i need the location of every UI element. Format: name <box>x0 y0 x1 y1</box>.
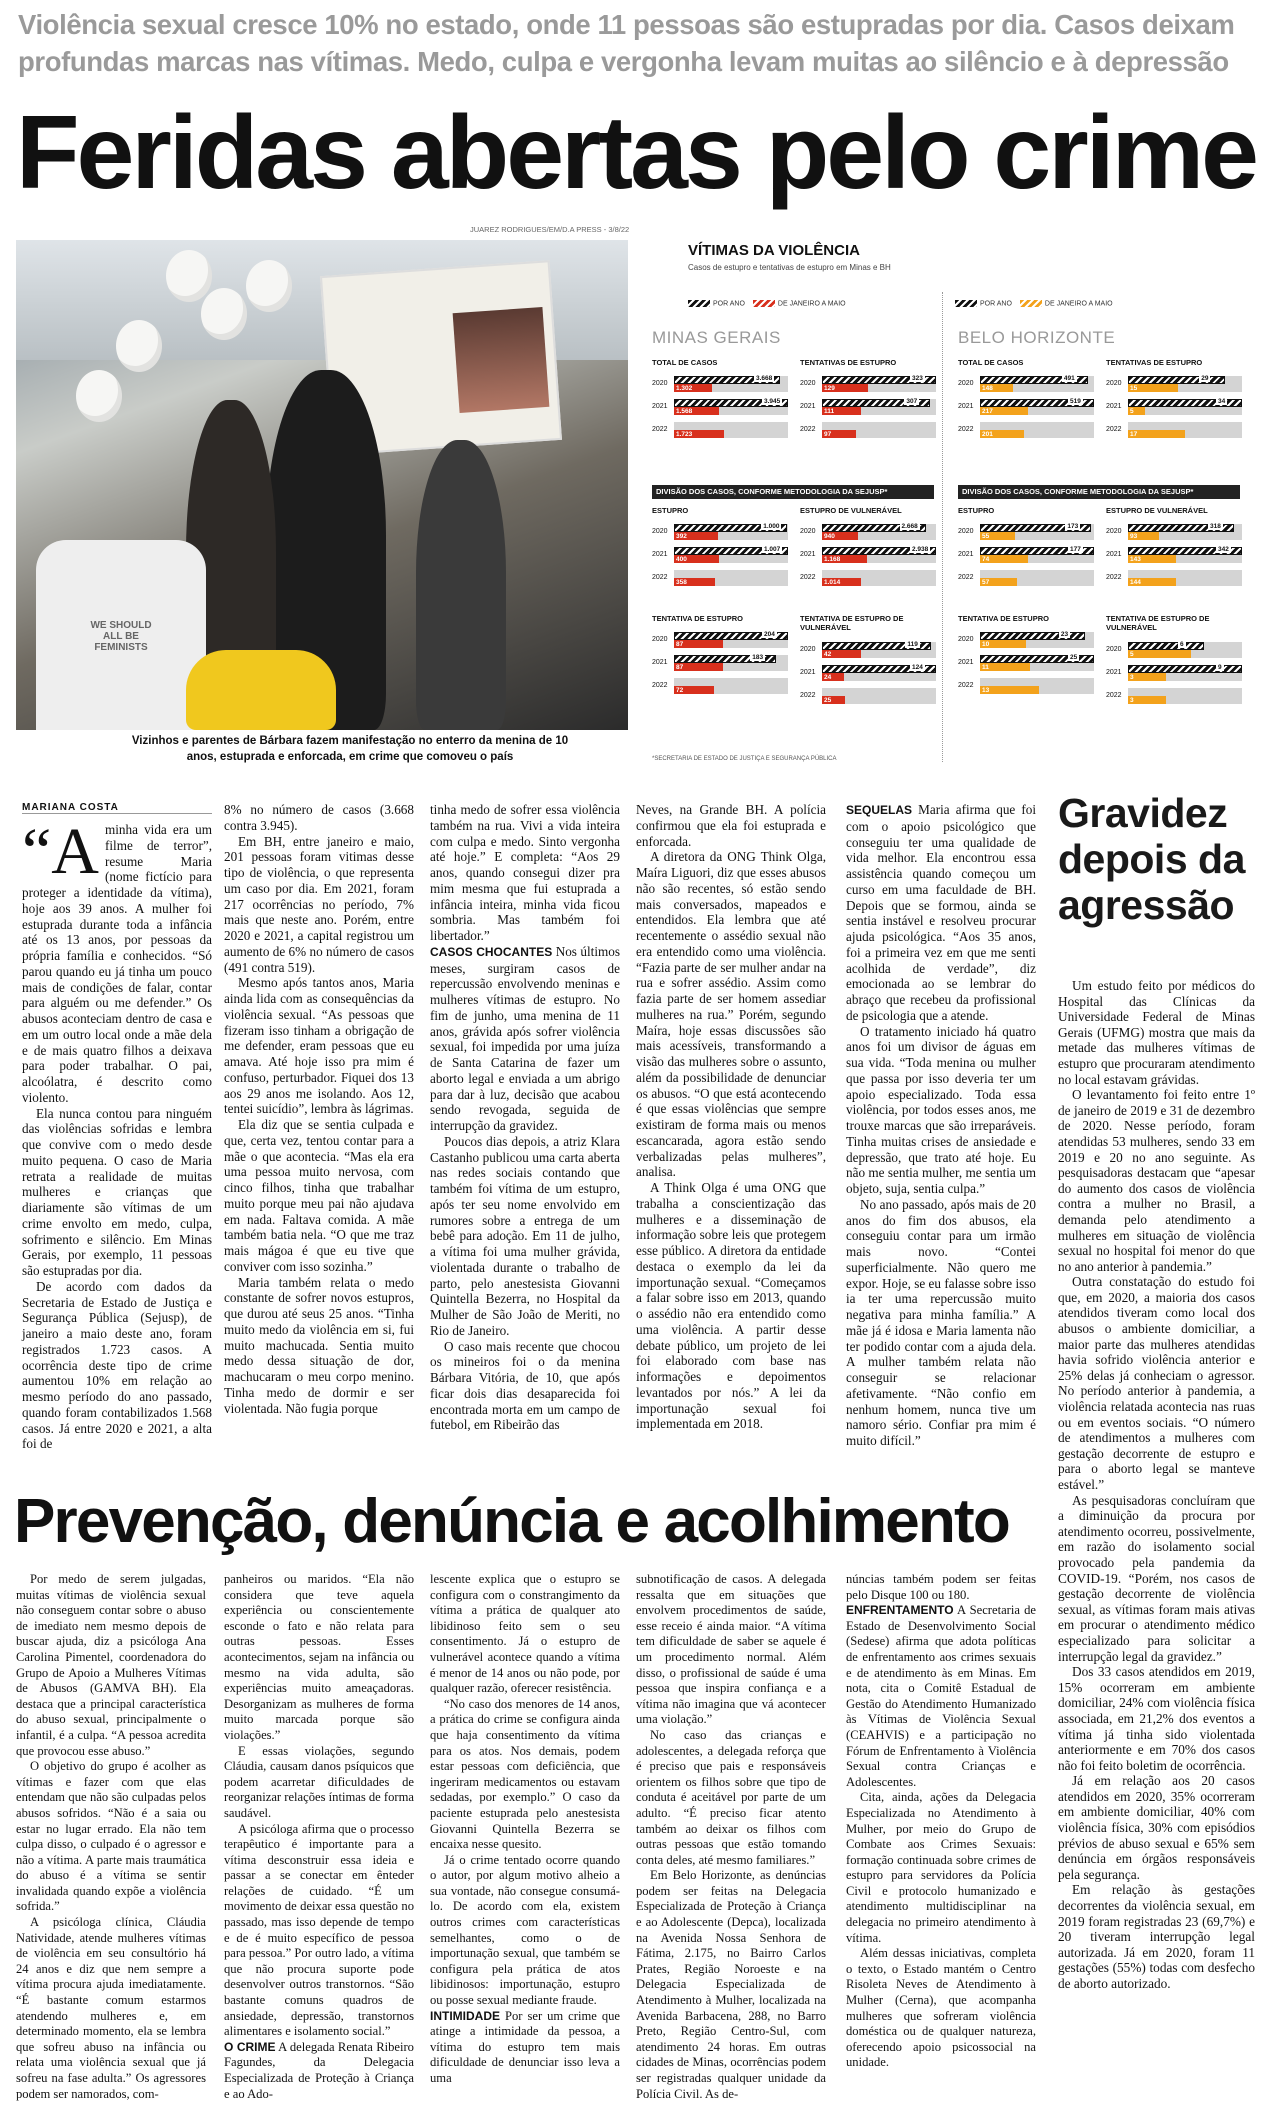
region-label-bh: BELO HORIZONTE <box>958 328 1116 347</box>
bar-row <box>958 376 1096 392</box>
year-label: 2020 <box>652 528 668 535</box>
paragraph: Em BH, entre janeiro e maio, 201 pessoas foram vitimas desse tipo de violência, o que representa um caso por dia. Em 2021, foram 217 ocorrências no período, 7% mais que neste ano. Porém, entre 2020 e 2021, a capital registrou um aumento de 6% no número de casos (491 contra 519). <box>224 833 414 975</box>
bar-partial <box>1128 650 1191 658</box>
yellow-bag <box>186 650 336 730</box>
paragraph: A Think Olga é uma ONG que trabalha a conscientização das mulheres e a disseminação de informação sobre leis que protegem esse público. A diretora da entidade destaca o exemplo da lei da importunação sexual. “Começamos a falar sobre isso em 2013, quando o assédio não era entendido como uma violência. A partir desse debate público, um projeto de lei foi elaborado com base nas informações e depoimentos levantados por nós.” A lei da importunação sexual foi implementada em 2018. <box>636 1180 826 1432</box>
band-label-bh: DIVISÃO DOS CASOS, CONFORME METODOLOGIA DA SEJUSP* <box>958 485 1240 499</box>
value-label-total: 342 <box>1218 546 1229 553</box>
shirt-text: WE SHOULD ALL BE FEMINISTS <box>90 620 152 653</box>
photo-credit: JUAREZ RODRIGUES/EM/D.A PRESS - 3/8/22 <box>470 225 630 234</box>
year-label: 2020 <box>652 636 668 643</box>
value-label-partial: 87 <box>676 664 684 671</box>
bar-row <box>1106 399 1244 415</box>
infographic-subtitle: Casos de estupro e tentativas de estupro em Minas e BH <box>688 263 891 272</box>
second-headline: Prevenção, denúncia e acolhimento <box>14 1487 1009 1556</box>
sidebar-body <box>1058 978 1255 1992</box>
legend-item <box>1020 300 1113 307</box>
paragraph: Já em relação aos 20 casos atendidos em 2020, 35% ocorreram em ambiente domiciliar, 40% com violência física, 30% com episódios prévios de abuso sexual e 65% sem denúncia em órgãos responsáveis pela segurança. <box>1058 1773 1255 1882</box>
paragraph: “No caso dos menores de 14 anos, a prática do crime se configura ainda que haja consentimento da vítima para os atos. Nos demais, podem estar pessoas com deficiência, que ingeriram medicamentos ou estavam sedadas, por exemplo.” O caso da paciente estuprada pelo anestesista Giovanni Quintella Bezerra se encaixa nesse quesito. <box>430 1696 620 1852</box>
chart-group-title: ESTUPRO DE VULNERÁVEL <box>1106 506 1208 515</box>
bar-row <box>652 422 790 438</box>
sidebar-title: Gravidez depois da agressão <box>1058 790 1245 928</box>
victim-portrait <box>453 307 550 413</box>
paragraph <box>224 2040 414 2102</box>
year-label: 2022 <box>1106 574 1122 581</box>
main-headline: Feridas abertas pelo crime <box>16 95 1256 211</box>
year-label: 2020 <box>800 646 816 653</box>
value-label-partial: 940 <box>824 533 835 540</box>
chart-group-title: ESTUPRO DE VULNERÁVEL <box>800 506 902 515</box>
paragraph: núncias também podem ser feitas pelo Disque 100 ou 180. <box>846 1572 1036 1602</box>
bar-row <box>958 570 1096 586</box>
year-label: 2022 <box>958 426 974 433</box>
value-label-total: 204 <box>764 631 775 638</box>
year-label: 2021 <box>652 551 668 558</box>
year-label: 2021 <box>652 403 668 410</box>
chart-group-title: TOTAL DE CASOS <box>652 358 718 367</box>
paragraph: A psicóloga clínica, Cláudia Natividade, atende mulheres vítimas de violência em seu consultório há 24 anos e diz que nem sempre a vítima procura ajuda imediatamente. “É bastante comum estarmos atendendo mulheres e, em determinado momento, ela se lembra que sofreu abuso na infância ou relata uma violência sexual que já sofreu na fase adulta.” Os agressores podem ser namorados, com- <box>16 1915 206 2101</box>
year-label: 2021 <box>958 551 974 558</box>
value-label-partial: 24 <box>824 674 832 681</box>
paragraph: O levantamento foi feito entre 1º de janeiro de 2019 e 31 de dezembro de 2020. Nesse período, foram atendidas 53 mulheres, sendo 33 em 2019 e 20 no ano seguinte. As pesquisadoras destacam que “apesar do aumento dos casos de violência contra a mulher no Brasil, a demanda pelo atendimento a mulheres em situação de violência sexual no hospital foi menor do que no ano anterior à pandemia.” <box>1058 1087 1255 1274</box>
value-label-partial: 25 <box>824 697 832 704</box>
legend-label: POR ANO <box>980 300 1012 308</box>
paragraph-text: Maria afirma que foi com o apoio psicológico que conseguiu ter uma qualidade de vida melhor. Ela encontrou essa assistência quando começou um curso em uma faculdade de BH. Depois que se formou, ainda se sentia instável e resolveu procurar ajuda psicológica. “Aos 35 anos, foi a primeira vez em que me senti acolhida de verdade”, diz emocionada ao se lembrar do abraço que recebeu da profissional de psicologia que a atende. <box>846 802 1037 1023</box>
bar-row <box>652 570 790 586</box>
legend-item <box>688 300 745 307</box>
value-label-total: 173 <box>1067 523 1079 530</box>
year-label: 2022 <box>958 682 974 689</box>
value-label-partial: 93 <box>1130 533 1138 540</box>
value-label-partial: 72 <box>676 687 684 694</box>
bar-row <box>652 632 790 648</box>
value-label-total: 25 <box>1070 654 1078 661</box>
swatch-partial <box>753 300 775 307</box>
value-label-total: 124 <box>912 664 923 671</box>
paragraph: Ela diz que se sentia culpada e que, certa vez, tentou contar para a mãe o que acontecia. “Mas ela era uma pessoa muito nervosa, com cinco filhos, tinha que trabalhar muito porque meu pai não ajudava em nada. Faltava comida. A mãe também batia nela. “O que me traz mais mágoa é que eu tive que conviver com isso sozinha.” <box>224 1117 414 1274</box>
year-label: 2020 <box>800 528 816 535</box>
swatch-partial <box>1020 300 1042 307</box>
value-label-total: 3.945 <box>764 398 781 405</box>
value-label-total: 307 <box>906 398 918 405</box>
year-label: 2020 <box>652 380 668 387</box>
year-label: 2021 <box>800 669 816 676</box>
bar-row <box>1106 547 1244 563</box>
year-label: 2022 <box>1106 692 1122 699</box>
year-label: 2020 <box>1106 528 1122 535</box>
year-label: 2022 <box>652 426 668 433</box>
article1-col1 <box>22 815 212 1452</box>
paragraph: Em relação às gestações decorrentes da violência sexual, em 2019 foram registradas 23 (69,7%) e 20 tiveram interrupção legal autorizada. Já em 2020, foram 11 gestações (55%) todas com desfecho de aborto autorizado. <box>1058 1882 1255 1991</box>
year-label: 2022 <box>800 574 816 581</box>
balloon-icon <box>166 250 212 302</box>
byline: MARIANA COSTA <box>22 802 212 814</box>
bar-total <box>1128 642 1204 650</box>
year-label: 2021 <box>1106 669 1122 676</box>
protester-shirt <box>36 540 206 730</box>
subhead: O CRIME <box>224 2039 276 2054</box>
infographic <box>640 238 1250 768</box>
bar-row <box>800 376 938 392</box>
paragraph: Já o crime tentado ocorre quando o autor, por algum motivo alheio a sua vontade, não consegue consumá-lo. De acordo com ela, existem outros crimes com características semelhantes, como o de importunação sexual, que também se configura pela prática de atos libidinosos: importunação, estupro ou posse sexual mediante fraude. <box>430 1852 620 2008</box>
bar-row <box>652 547 790 563</box>
year-label: 2022 <box>1106 426 1122 433</box>
paragraph: 8% no número de casos (3.668 contra 3.945). <box>224 802 414 833</box>
bar-row <box>652 524 790 540</box>
bar-row <box>800 642 938 658</box>
value-label-total: 23 <box>1060 631 1069 638</box>
chart-group-title: TENTATIVAS DE ESTUPRO <box>1106 358 1203 367</box>
value-label-partial: 17 <box>1130 431 1138 438</box>
value-label-partial: 1.302 <box>676 385 693 392</box>
swatch-all <box>955 300 977 307</box>
value-label-partial: 1.168 <box>824 556 841 563</box>
paragraph: panheiros ou maridos. “Ela não considera que teve aquela experiência ou conscientemente esconde o fato e não relata para outras pessoas. Esses acontecimentos, sejam na infância ou mesmo na vida adulta, são experiências muito ameaçadoras. Desorganizam as mulheres de forma muito marcada porque são violações.” <box>224 1572 414 1742</box>
photo-caption: Vizinhos e parentes de Bárbara fazem manifestação no enterro da menina de 10 anos, estuprada e enforcada, em crime que comoveu o país <box>131 735 569 763</box>
article1-col2 <box>224 802 414 1416</box>
paragraph-text: A delegada Renata Ribeiro Fagundes, da Delegacia Especializada de Proteção à Criança e ao Ado- <box>224 2039 414 2101</box>
legend-item <box>753 300 846 307</box>
paragraph: O tratamento iniciado há quatro anos foi um divisor de águas em sua vida. “Toda menina ou mulher que passa por isso deveria ter um apoio especializado. Toda essa violência, por todos esses anos, me trouxe marcas que são irreparáveis. Tinha muitas crises de ansiedade e depressão, que trato até hoje. Eu não me sentia mulher, me sentia um objeto, suja, sentia culpa.” <box>846 1023 1036 1196</box>
paragraph: Em Belo Horizonte, as denúncias podem ser feitas na Delegacia Especializada de Proteção à Criança e ao Adolescente (Depca), localizada na Avenida Nossa Senhora de Fátima, 2.175, no Bairro Carlos Prates, Região Noroeste e na Delegacia Especializada de Atendimento à Mulher, localizada na Avenida Barbacena, 288, no Barro Preto, Região Centro-Sul, com atendimento 24 horas. Em outras cidades de Minas, ocorrências podem ser registradas qualquer unidade da Polícia Civil. As de- <box>636 1868 826 2101</box>
year-label: 2021 <box>800 551 816 558</box>
bar-total <box>1128 665 1242 673</box>
bar-row <box>1106 570 1244 586</box>
bar-row <box>1106 642 1244 658</box>
divider-line <box>942 292 943 762</box>
subhead: INTIMIDADE <box>430 2008 500 2023</box>
paragraph: Cita, ainda, ações da Delegacia Especializada no Atendimento à Mulher, por meio do Grupo de Combate aos Crimes Sexuais: formação continuada sobre crimes de estupro para servidores da Polícia Civil e protocolo humanizado e atendimento multidisciplinar na delegacia no primeiro atendimento à vítima. <box>846 1790 1036 1945</box>
value-label-partial: 13 <box>982 687 990 694</box>
paragraph-text: Por ser um crime que atinge a intimidade da pessoa, a vítima do estupro tem mais dificuldade de denunciar isso leva a uma <box>430 2008 621 2085</box>
article1-col3 <box>430 802 620 1433</box>
kicker: Violência sexual cresce 10% no estado, onde 11 pessoas são estupradas por dia. Casos deixam profundas marcas nas vítimas. Medo, culpa e vergonha levam muitas ao silêncio e à depressão <box>18 9 1235 77</box>
paragraph: subnotificação de casos. A delegada ressalta que em situações que envolvem procedimentos de saúde, esse receio é ainda maior. “A vítima tem dificuldade de saber se aquele é um procedimento normal. Além disso, o profissional de saúde é uma pessoa que inspira confiança e a vítima não imagina que vá acontecer uma violação.” <box>636 1572 826 1727</box>
year-label: 2020 <box>1106 646 1122 653</box>
article2-col1 <box>16 1572 206 2102</box>
paragraph <box>430 944 620 1134</box>
balloon-icon <box>116 320 162 372</box>
chart-group-title: ESTUPRO <box>652 506 689 515</box>
year-label: 2021 <box>800 403 816 410</box>
subhead: CASOS CHOCANTES <box>430 944 553 959</box>
paragraph: minha vida era um filme de terror”, resume Maria (nome fictício para proteger a identidade da vítima), hoje aos 39 anos. A mulher foi estuprada durante toda a infância até os 13 anos, por pessoas da própria família e conhecidos. “Só parou quando eu já tinha um pouco mais de condições de falar, contar para alguém ou me defender.” Os abusos aconteciam dentro de casa e em um outro local onde a mãe dela e de mais quatro filhos a deixava para poder trabalhar. O pai, alcoólatra, é descrito como violento. <box>22 822 212 1105</box>
value-label-total: 2.668 <box>901 523 918 530</box>
paragraph: A psicóloga afirma que o processo terapêutico é importante para a vítima desconstruir essa ideia e passar a se conectar em ênteder relações de cuidado. “É um movimento de deixar essa questão no passado, mas isso depende de tempo e de é muito específico de pessoa para pessoa.” Por outro lado, a vítima que não procura suporte pode desenvolver outros transtornos. “São bastante comuns quadros de ansiedade, depressão, transtornos alimentares e isolamento social.” <box>224 1821 414 2039</box>
legend-mg <box>688 300 846 307</box>
value-label-partial: 74 <box>982 556 990 563</box>
year-label: 2022 <box>652 574 668 581</box>
year-label: 2020 <box>958 528 974 535</box>
protester-figure <box>416 440 506 730</box>
value-label-partial: 5 <box>1130 408 1134 415</box>
paragraph <box>846 1603 1036 1790</box>
bar-row <box>958 422 1096 438</box>
bar-row <box>958 547 1096 563</box>
bar-row <box>1106 665 1244 681</box>
protest-photo <box>16 240 628 730</box>
year-label: 2020 <box>958 636 974 643</box>
paragraph: E essas violações, segundo Cláudia, causam danos psíquicos que podem acarretar dificuldades de reorganizar relações íntimas de forma saudável. <box>224 1743 414 1820</box>
value-label-partial: 148 <box>982 385 993 392</box>
legend-label: DE JANEIRO A MAIO <box>1044 300 1113 308</box>
bar-row <box>800 422 938 438</box>
value-label-total: 491 <box>1063 375 1075 382</box>
chart-group-title: TENTATIVAS DE ESTUPRO <box>800 358 897 367</box>
value-label-partial: 1.723 <box>676 431 693 438</box>
value-label-total: 177 <box>1070 546 1081 553</box>
infographic-title: VÍTIMAS DA VIOLÊNCIA <box>688 242 860 259</box>
year-label: 2021 <box>958 403 974 410</box>
paragraph: Além dessas iniciativas, completa o texto, o Estado mantém o Centro Risoleta Neves de Atendimento à Mulher (Cerna), que acompanha mulheres que sofreram violência doméstica ou de qualquer natureza, oferecendo apoio psicossocial na unidade. <box>846 1946 1036 2070</box>
bar-row <box>652 655 790 671</box>
article1-col5 <box>846 802 1036 1449</box>
bar-row <box>800 524 938 540</box>
bar-row <box>800 570 938 586</box>
value-label-partial: 111 <box>824 408 835 415</box>
chart-group-title: TENTATIVA DE ESTUPRO <box>958 614 1049 623</box>
bar-row <box>1106 688 1244 704</box>
value-label-partial: 129 <box>824 385 835 392</box>
value-label-total: 2.938 <box>912 546 929 553</box>
paragraph: De acordo com dados da Secretaria de Estado de Justiça e Segurança Pública (Sejusp), de janeiro a maio deste ano, foram registrados 1.723 casos. A ocorrência deste tipo de crime aumentou 10% em relação ao mesmo período do ano passado, quando foram contabilizados 1.568 casos. Já entre 2020 e 2021, a alta foi de <box>22 1278 212 1452</box>
paragraph: Maria também relata o medo constante de sofrer novos estupros, que durou até seus 25 anos. “Tinha muito medo da violência em si, fui muito machucada. Sentia muito medo dessa situação de dor, machucaram o meu corpo menino. Tinha medo de dormir e ser violentada. Não fugia porque <box>224 1274 414 1416</box>
legend-item <box>955 300 1012 307</box>
paragraph: No ano passado, após mais de 20 anos do fim dos abusos, ela conseguiu contar para um irmão mais novo. “Contei superficialmente. Não quero me expor. Hoje, se eu falasse sobre isso ia ter uma repercussão muito negativa para minha família.” A mãe já é idosa e Maria lamenta não ter podido contar com a ajuda dela. A mulher também relata não conseguir se relacionar afetivamente. “Não confio em nenhum homem, nunca tive um namoro sério. Confiar pra mim é muito difícil.” <box>846 1196 1036 1448</box>
balloon-icon <box>201 288 247 340</box>
bar-row <box>1106 524 1244 540</box>
paragraph: O objetivo do grupo é acolher as vítimas e fazer com que elas entendam que não são culpadas pelos abusos sofridos. “Não é a saia ou estar no lugar errado. Ela não tem culpa disso, o culpado é o agressor e não a vítima. A parte mais traumática do abuso é a vítima se sentir invalidada quando expõe a violência sofrida.” <box>16 1759 206 1914</box>
value-label-partial: 143 <box>1130 556 1141 563</box>
paragraph: Por medo de serem julgadas, muitas vítimas de violência sexual não conseguem contar sobre o abuso de imediato nem mesmo depois de buscar ajuda, diz a psicóloga Ana Carolina Pimentel, coordenadora do Grupo de Apoio a Mulheres Vítimas de Abusos (GAMVA BH). Ela destaca que a principal característica do abuso sexual, principalmente o infantil, é a culpa. “A pessoa acredita que provocou esse abuso.” <box>16 1572 206 1758</box>
value-label-partial: 5 <box>1130 651 1134 658</box>
value-label-total: 183 <box>752 654 764 661</box>
balloon-icon <box>246 260 292 312</box>
value-label-partial: 97 <box>824 431 832 438</box>
article1-col4 <box>636 802 826 1432</box>
bar-row <box>958 678 1096 694</box>
value-label-partial: 3 <box>1130 697 1134 704</box>
paragraph: Mesmo após tantos anos, Maria ainda lida com as consequências da violência sexual. “As pessoas que fizeram isso tinham a obrigação de me defender, eram pessoas que eu amava. Até hoje isso pra mim é confuso, perturbador. Fiquei dos 13 aos 29 anos me isolando. Aos 12, tentei suicídio”, lembra às lágrimas. <box>224 975 414 1117</box>
value-label-partial: 15 <box>1130 385 1138 392</box>
legend-label: DE JANEIRO A MAIO <box>777 300 846 308</box>
article2-col2 <box>224 1572 414 2102</box>
subhead: ENFRENTAMENTO <box>846 1603 954 1618</box>
paragraph: Outra constatação do estudo foi que, em 2020, a maioria dos casos atendidos tiveram como local dos abusos o ambiente domiciliar, a maior parte das mulheres atendidas havia sofrido violência anterior e 25% delas já conheciam o agressor. No período anterior à pandemia, a violência relatada acontecia nas ruas ou em eventos sociais. “O número de atendimentos a mulheres com gestação decorrente de estupro e para o aborto legal se manteve estável.” <box>1058 1274 1255 1492</box>
paragraph: Ela nunca contou para ninguém das violências sofridas e lembra que convive com o medo desde muito pequena. O caso de Maria retrata a realidade de muitas mulheres e crianças que diariamente são vítimas de um crime envolto em medo, culpa, sofrimento e silêncio. Em Minas Gerais, por exemplo, 11 pessoas são estupradas por dia. <box>22 1105 212 1278</box>
paragraph: A diretora da ONG Think Olga, Maíra Liguori, diz que esses abusos não são recentes, só estão sendo mais conversados, mapeados e entendidos. Ela lembra que até recentemente o assédio sexual não era entendido como uma violência. “Fazia parte de ser mulher andar na rua e sofrer assédio. Assim como fazia parte de ser homem assediar mulheres na rua.” Porém, segundo Maíra, hoje essas discussões são mais acessíveis, transformando a visão das mulheres sobre o assunto, além da possibilidade de denunciar os abusos. “O que está acontecendo é que essas violências que sempre existiram de forma mais ou menos escancarada, agora estão sendo verbalizadas pelas mulheres”, analisa. <box>636 849 826 1180</box>
bar-row <box>958 524 1096 540</box>
year-label: 2022 <box>652 682 668 689</box>
year-label: 2022 <box>800 426 816 433</box>
paragraph: Um estudo feito por médicos do Hospital das Clínicas da Universidade Federal de Minas Gerais (UFMG) mostra que mais da metade das mulheres vítimas de estupro que procuraram atendimento no local estavam grávidas. <box>1058 978 1255 1087</box>
value-label-partial: 400 <box>676 556 687 563</box>
paragraph: tinha medo de sofrer essa violência também na rua. Vivi a vida inteira com culpa e medo. Sinto vergonha até hoje.” E completa: “Aos 29 anos, quando consegui dizer pra mim mesma que fui estuprada a infância inteira, minha vida ficou sombria. Mas também foi libertador.” <box>430 802 620 943</box>
bar-row <box>958 399 1096 415</box>
year-label: 2020 <box>800 380 816 387</box>
paragraph-text: Nos últimos meses, surgiram casos de repercussão envolvendo meninas e mulheres vítimas de estupro. No fim de junho, uma menina de 11 anos, grávida após sofrer violência sexual, foi impedida por uma juíza de Santa Catarina de fazer um aborto legal e enviada a um abrigo para dar à luz, decisão que acabou sendo revogada, seguida de interrupção da gravidez. <box>430 943 620 1133</box>
article2-col3 <box>430 1572 620 2087</box>
year-label: 2021 <box>1106 403 1122 410</box>
year-label: 2022 <box>800 692 816 699</box>
value-label-total: 323 <box>912 375 923 382</box>
bar-row <box>958 655 1096 671</box>
bar-row <box>652 376 790 392</box>
swatch-all <box>688 300 710 307</box>
bar-row <box>1106 376 1244 392</box>
paragraph: Poucos dias depois, a atriz Klara Castanho publicou uma carta aberta nas redes sociais contando que também foi vítima de um estupro, após ter seu nome envolvido em rumores sobre a entrega de um bebê para adoção. Em 11 de julho, a vítima foi uma mulher grávida, violentada durante o trabalho de parto, pelo anestesista Giovanni Quintella Bezerra, no Hospital da Mulher de São João de Meriti, no Rio de Janeiro. <box>430 1133 620 1338</box>
year-label: 2020 <box>958 380 974 387</box>
value-label-total: 318 <box>1210 523 1221 530</box>
bar-row <box>958 632 1096 648</box>
value-label-partial: 1.014 <box>824 579 841 586</box>
paragraph: lescente explica que o estupro se configura com o constrangimento da vítima a prática de qualquer ato libidinoso feito sem o seu consentimento. Já o estupro de vulnerável acontece quando a vítima é menor de 14 anos ou não pode, por qualquer razão, oferecer resistência. <box>430 1572 620 1696</box>
bar-row <box>800 688 938 704</box>
value-label-partial: 55 <box>982 533 990 540</box>
paragraph: Dos 33 casos atendidos em 2019, 15% ocorreram em ambiente domiciliar, 24% com violência física associada, em 21,2% dos eventos a vítima já tinha sido violentada anteriormente e em 70% dos casos não foi feito boletim de ocorrência. <box>1058 1664 1255 1773</box>
value-label-partial: 217 <box>982 408 993 415</box>
band-label-mg: DIVISÃO DOS CASOS, CONFORME METODOLOGIA DA SEJUSP* <box>652 485 934 499</box>
article2-col4 <box>636 1572 826 2102</box>
paragraph: As pesquisadoras concluíram que a diminuição da procura por atendimento ocorreu, possivelmente, em razão do isolamento social provocado pela pandemia da COVID-19. “Porém, nos casos de gestação decorrente de violência sexual, as vítimas foram mais ativas em procurar o atendimento médico especializado para solicitar a interrupção legal da gravidez.” <box>1058 1492 1255 1664</box>
year-label: 2022 <box>958 574 974 581</box>
bar-total <box>1128 376 1225 384</box>
value-label-partial: 10 <box>982 641 990 648</box>
chart-group-title: TENTATIVA DE ESTUPRO DE VULNERÁVEL <box>1106 614 1210 632</box>
value-label-partial: 11 <box>982 664 989 671</box>
bar-row <box>652 678 790 694</box>
chart-group-title: TENTATIVA DE ESTUPRO <box>652 614 743 623</box>
value-label-total: 1.000 <box>763 523 780 530</box>
bar-row <box>800 547 938 563</box>
bar-row <box>800 665 938 681</box>
value-label-partial: 3 <box>1130 674 1134 681</box>
bar-row <box>652 399 790 415</box>
year-label: 2020 <box>1106 380 1122 387</box>
bar-row <box>800 399 938 415</box>
value-label-partial: 42 <box>824 651 832 658</box>
value-label-total: 3.668 <box>755 375 773 382</box>
paragraph-text: A Secretaria de Estado de Desenvolvimento Social (Sedese) afirma que adota políticas de enfrentamento aos crimes sexuais e de atendimento às em Minas. Em nota, cita o Comitê Estadual de Gestão do Atendimento Humanizado às Vítimas de Violência Sexual (CEAHVIS) e a participação no Fórum de Enfrentamento à Violência Sexual contra Crianças e Adolescentes. <box>846 1603 1036 1789</box>
subhead: SEQUELAS <box>846 803 913 817</box>
paragraph: O caso mais recente que chocou os mineiros foi o da menina Bárbara Vitória, de 10, que após ficar dois dias desaparecida foi encontrada morta em um campo de futebol, em Ribeirão das <box>430 1338 620 1433</box>
paragraph: No caso das crianças e adolescentes, a delegada reforça que é preciso que pais e responsáveis orientem os filhos sobre que tipo de conduta é aceitável por parte de um adulto. “É preciso ficar atento também ao deixar os filhos com outras pessoas que estão tomando conta deles, até mesmo familiares.” <box>636 1727 826 1867</box>
value-label-total: 519 <box>1070 398 1081 405</box>
value-label-total: 9 <box>1218 664 1222 671</box>
balloon-icon <box>76 370 122 422</box>
legend-label: POR ANO <box>713 300 745 308</box>
chart-group-title: TENTATIVA DE ESTUPRO DE VULNERÁVEL <box>800 614 904 632</box>
year-label: 2021 <box>652 659 668 666</box>
value-label-partial: 144 <box>1130 579 1141 586</box>
year-label: 2021 <box>1106 551 1122 558</box>
region-label-mg: MINAS GERAIS <box>652 328 781 347</box>
paragraph <box>430 2009 620 2087</box>
paragraph: Neves, na Grande BH. A polícia confirmou que ela foi estuprada e enforcada. <box>636 802 826 849</box>
value-label-partial: 87 <box>676 641 684 648</box>
legend-bh <box>955 300 1113 307</box>
value-label-total: 34 <box>1218 398 1226 405</box>
dropcap: “A <box>22 815 99 888</box>
value-label-total: 6 <box>1180 641 1184 648</box>
article2-col5 <box>846 1572 1036 2071</box>
year-label: 2021 <box>958 659 974 666</box>
chart-group-title: TOTAL DE CASOS <box>958 358 1024 367</box>
chart-group-title: ESTUPRO <box>958 506 995 515</box>
value-label-total: 119 <box>907 641 918 648</box>
value-label-total: 1.007 <box>764 546 781 553</box>
value-label-partial: 1.568 <box>676 408 693 415</box>
bar-row <box>1106 422 1244 438</box>
value-label-partial: 358 <box>676 579 687 586</box>
value-label-partial: 201 <box>982 431 993 438</box>
infographic-footnote: *SECRETARIA DE ESTADO DE JUSTIÇA E SEGURANÇA PÚBLICA <box>652 756 837 762</box>
value-label-total: 29 <box>1201 375 1209 382</box>
value-label-partial: 392 <box>676 533 687 540</box>
value-label-partial: 57 <box>982 579 990 586</box>
paragraph <box>846 802 1036 1024</box>
